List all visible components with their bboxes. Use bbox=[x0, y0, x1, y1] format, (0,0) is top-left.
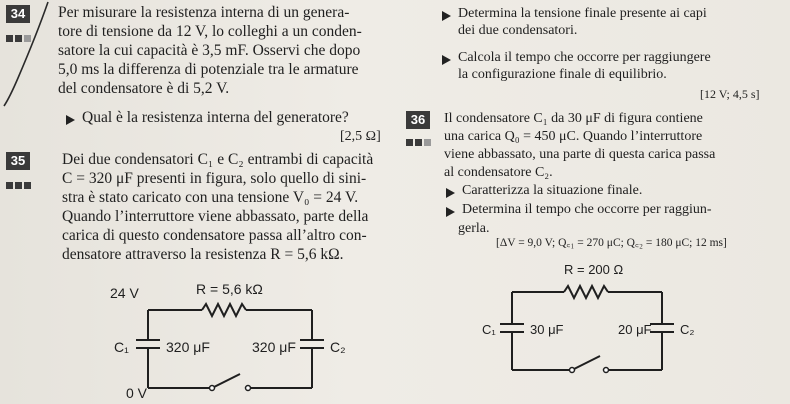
pen-strike-mark bbox=[0, 0, 60, 110]
problem-34-line: Per misurare la resistenza interna di un genera- bbox=[58, 4, 350, 21]
problem-36-answer: [ΔV = 9,0 V; Q꜀₁ = 270 μC; Q꜀₂ = 180 μC; 12 ms] bbox=[496, 237, 727, 249]
problem-36-question-1: Caratterizza la situazione finale. bbox=[462, 183, 643, 198]
c2-label: C₂ bbox=[330, 339, 346, 355]
c1-value: 30 μF bbox=[530, 322, 564, 337]
resistor-icon bbox=[202, 304, 246, 316]
problem-34-number: 34 bbox=[6, 5, 30, 23]
c2-value: 320 μF bbox=[252, 339, 296, 355]
bullet-arrow-icon bbox=[446, 188, 455, 198]
problem-35-number: 35 bbox=[6, 152, 30, 170]
problem-35-line: Quando l’interruttore viene abbassato, parte della bbox=[62, 208, 369, 225]
problem-35-question-2: Calcola il tempo che occorre per raggiungere bbox=[458, 50, 711, 65]
problem-35-line: carica di questo condensatore passa all’altro con- bbox=[62, 227, 367, 244]
problem-35-question-2: la configurazione finale di equilibrio. bbox=[458, 67, 667, 82]
c2-value: 20 μF bbox=[618, 322, 652, 337]
bullet-arrow-icon bbox=[442, 55, 451, 65]
difficulty-indicator bbox=[406, 133, 433, 140]
bullet-arrow-icon bbox=[446, 207, 455, 217]
circuit-diagram-35 bbox=[100, 270, 380, 402]
problem-34-answer: [2,5 Ω] bbox=[340, 129, 381, 144]
resistor-icon bbox=[564, 286, 608, 298]
problem-35-line: C = 320 μF presenti in figura, solo quello di sini- bbox=[62, 170, 367, 187]
problem-34-line: 5,0 ms la differenza di potenziale tra le armature bbox=[58, 61, 359, 78]
resistor-label: R = 5,6 kΩ bbox=[196, 281, 263, 297]
c2-label: C₂ bbox=[680, 322, 695, 337]
problem-35-line: stra è stato caricato con una tensione V₀ = 24 V. bbox=[62, 189, 359, 206]
c1-label: C₁ bbox=[114, 339, 129, 355]
problem-36-number: 36 bbox=[406, 111, 430, 129]
problem-36-line: Il condensatore C₁ da 30 μF di figura contiene bbox=[444, 111, 703, 126]
problem-35-question-1: Determina la tensione finale presente ai capi bbox=[458, 6, 707, 21]
problem-35-line: Dei due condensatori C₁ e C₂ entrambi di capacità bbox=[62, 151, 374, 168]
problem-34-question: Qual è la resistenza interna del generatore? bbox=[82, 109, 349, 126]
problem-34-line: satore la cui capacità è 3,5 mF. Osservi che dopo bbox=[58, 42, 361, 59]
switch-icon bbox=[572, 356, 600, 370]
problem-35-line: densatore attraverso la resistenza R = 5,6 kΩ. bbox=[62, 246, 344, 263]
c1-label: C₁ bbox=[482, 322, 496, 337]
circuit-diagram-36 bbox=[480, 258, 720, 388]
difficulty-indicator bbox=[6, 176, 33, 183]
problem-36-question-2: Determina il tempo che occorre per raggiun- bbox=[462, 202, 712, 217]
problem-35-answer: [12 V; 4,5 s] bbox=[700, 87, 760, 101]
problem-36-line: viene abbassato, una parte di questa carica passa bbox=[444, 147, 716, 162]
problem-36-line: al condensatore C₂. bbox=[444, 165, 553, 180]
bottom-voltage-label: 0 V bbox=[126, 385, 148, 401]
top-voltage-label: 24 V bbox=[110, 285, 139, 301]
problem-34-line: del condensatore è di 5,2 V. bbox=[58, 80, 230, 97]
problem-36-question-2: gerla. bbox=[458, 221, 490, 236]
c1-value: 320 μF bbox=[166, 339, 210, 355]
problem-35-question-1: dei due condensatori. bbox=[458, 23, 578, 38]
problem-34-line: tore di tensione da 12 V, lo colleghi a un conden- bbox=[58, 23, 362, 40]
bullet-arrow-icon bbox=[66, 115, 75, 125]
bullet-arrow-icon bbox=[442, 11, 451, 21]
resistor-label: R = 200 Ω bbox=[564, 262, 624, 277]
switch-icon bbox=[212, 374, 240, 388]
problem-36-line: una carica Q₀ = 450 μC. Quando l’interruttore bbox=[444, 129, 703, 144]
